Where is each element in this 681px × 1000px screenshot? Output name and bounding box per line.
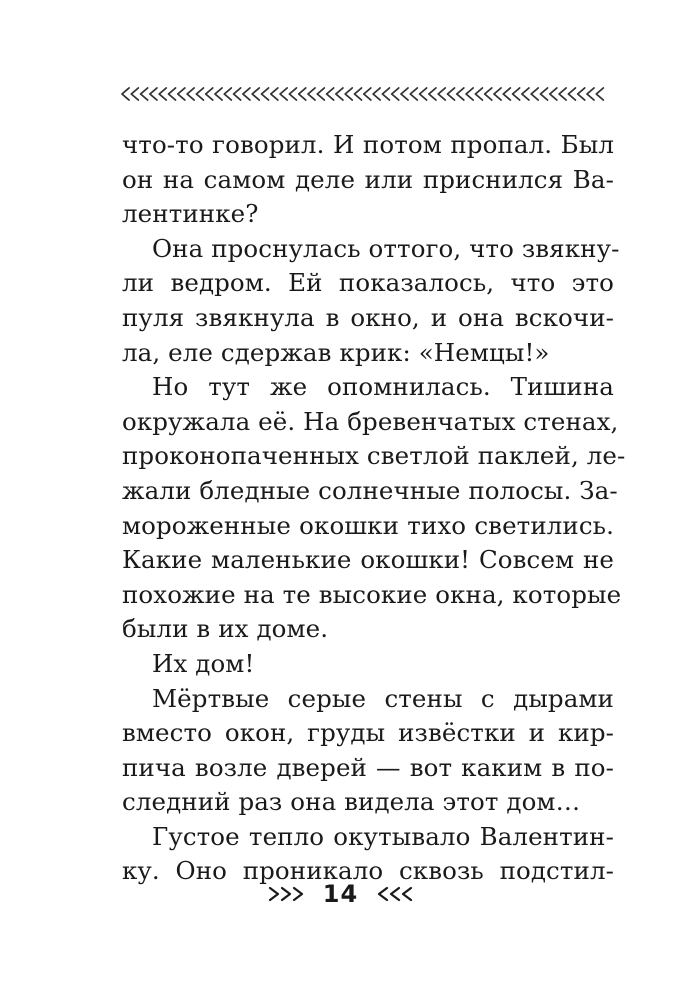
page-number: 14 xyxy=(322,880,359,908)
text-line: проконопаченных светлой паклей, ле- xyxy=(122,441,626,471)
text-line: были в их доме. xyxy=(122,614,329,644)
text-line: пича возле дверей — вот каким в по- xyxy=(122,752,614,782)
text-line: следний раз она видела этот дом… xyxy=(122,787,581,817)
text-line: Густое тепло окутывало Валентин- xyxy=(152,821,614,851)
text-line: ли ведром. Ей показалось, что это xyxy=(122,268,614,298)
text-line: мороженные окошки тихо светились. xyxy=(122,510,614,540)
text-line: Их дом! xyxy=(152,648,255,678)
decorative-chevron-border xyxy=(120,84,613,104)
chevrons-right-icon xyxy=(267,885,309,903)
text-line: ла, еле сдержав крик: «Немцы!» xyxy=(122,337,550,367)
page-footer xyxy=(0,874,681,914)
text-line: ку. Оно проникало сквозь подстил- xyxy=(122,856,614,886)
text-line: что-то говорил. И потом пропал. Был xyxy=(122,130,614,159)
page-body-text xyxy=(122,128,626,889)
text-line: вместо окон, груды извёстки и кир- xyxy=(122,718,614,748)
text-line: Она проснулась оттого, что звякну- xyxy=(152,233,620,263)
text-line: окружала её. На бревенчатых стенах, xyxy=(122,406,619,436)
text-line: похожие на те высокие окна, которые xyxy=(122,579,622,609)
text-line: пуля звякнула в окно, и она вскочи- xyxy=(122,302,614,332)
text-line: жали бледные солнечные полосы. За- xyxy=(122,475,618,505)
text-line: Мёртвые серые стены с дырами xyxy=(152,683,614,713)
text-line: лентинке? xyxy=(122,199,259,229)
chevrons-left-icon xyxy=(372,885,414,903)
text-line: Но тут же опомнилась. Тишина xyxy=(152,372,614,402)
text-line: он на самом деле или приснился Ва- xyxy=(122,164,614,194)
text-line: Какие маленькие окошки! Совсем не xyxy=(122,545,614,575)
